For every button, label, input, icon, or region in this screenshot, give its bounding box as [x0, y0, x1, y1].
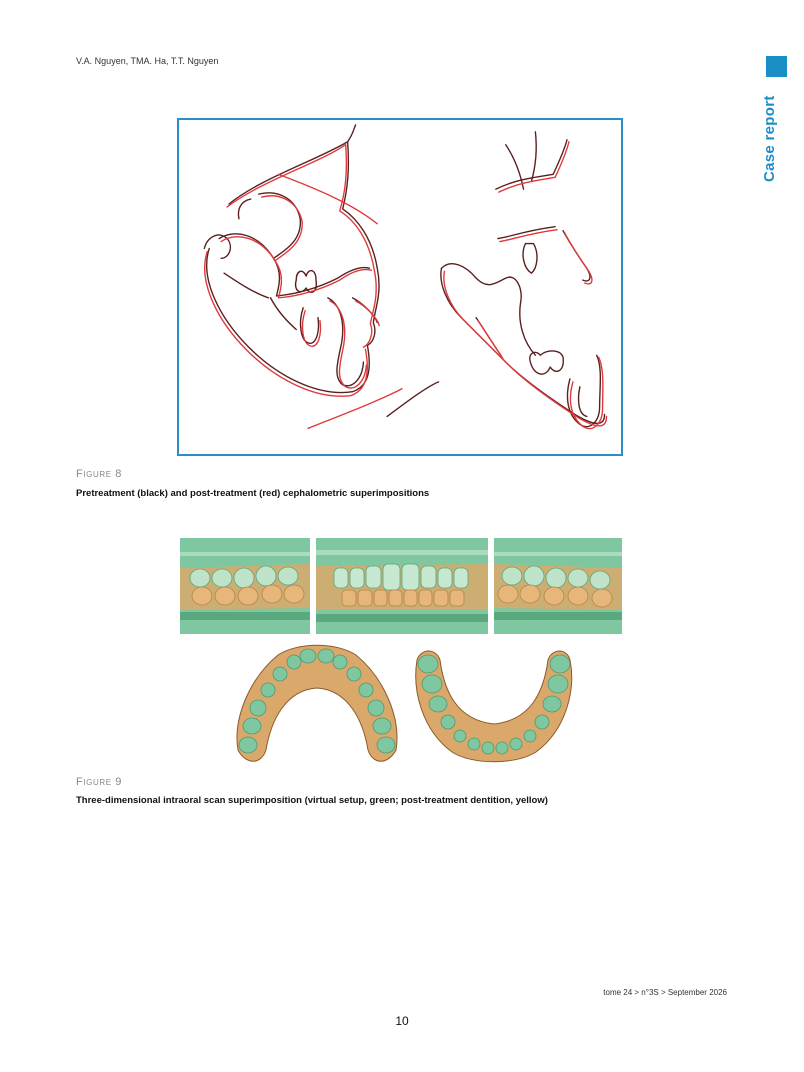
pretreatment-tracing-full: [204, 125, 438, 417]
section-marker: [766, 56, 787, 77]
running-header-authors: V.A. Nguyen, TMA. Ha, T.T. Nguyen: [76, 56, 219, 66]
scan-right-lateral: [180, 538, 310, 634]
cephalometric-figure: [177, 118, 623, 456]
figure-8-caption: Pretreatment (black) and post-treatment (red) cephalometric superimpositions: [76, 488, 430, 499]
pretreatment-tracing-partial: [441, 132, 605, 427]
scan-maxillary-arch: [228, 640, 406, 770]
scan-frontal: [316, 538, 488, 634]
scan-mandibular-arch: [412, 640, 576, 770]
section-label: Case report: [761, 95, 778, 182]
scan-left-lateral: [494, 538, 622, 634]
figure-9-label: Figure 9: [76, 776, 123, 788]
posttreatment-tracing-full: [205, 145, 402, 429]
cephalometric-tracings: [179, 120, 621, 454]
figure-8-label: Figure 8: [76, 468, 123, 480]
page-number: 10: [395, 1014, 409, 1028]
figure-9-caption: Three-dimensional intraoral scan superimposition (virtual setup, green; post-treatment dentition, yellow): [76, 795, 548, 806]
posttreatment-tracing-partial: [444, 142, 607, 429]
issue-footer: tome 24 > n°3S > September 2026: [603, 988, 727, 997]
